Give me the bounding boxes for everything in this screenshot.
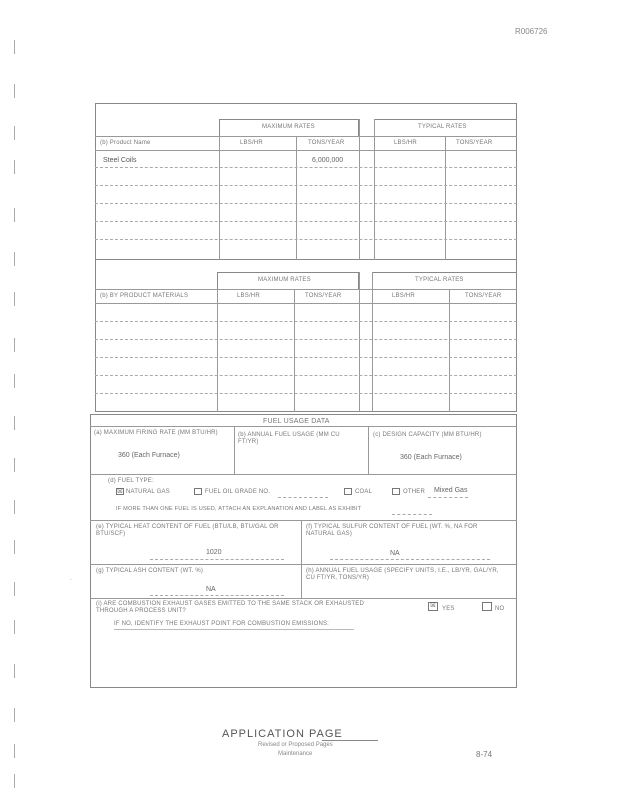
fuel-oil-label: FUEL OIL GRADE NO. bbox=[205, 489, 271, 495]
sulfur-content-value: NA bbox=[390, 550, 400, 557]
byproducts-colhead-rule bbox=[95, 303, 517, 304]
combustion-question-label: (i) ARE COMBUSTION EXHAUST GASES EMITTED TO THE SAME STACK OR EXHAUSTED THROUGH A PROCESS UNIT? bbox=[96, 601, 365, 614]
products-typ-group-label: TYPICAL RATES bbox=[418, 124, 467, 130]
fuel-row-rule-1 bbox=[90, 474, 517, 475]
products-col-max-lbs-hr: LBS/HR bbox=[240, 140, 263, 146]
byproducts-col-max-tons-yr: TONS/YEAR bbox=[305, 293, 342, 299]
max-firing-rate-label: (a) MAXIMUM FIRING RATE (MM BTU/HR) bbox=[94, 430, 218, 436]
heat-content-value: 1020 bbox=[206, 549, 222, 556]
footer-title: APPLICATION PAGE bbox=[222, 728, 343, 740]
byproducts-vline-3 bbox=[359, 272, 360, 412]
byproducts-max-group-label: MAXIMUM RATES bbox=[258, 277, 311, 283]
fuel-row-rule-2 bbox=[90, 520, 517, 521]
fuel-oil-checkbox[interactable] bbox=[194, 488, 202, 495]
max-firing-rate-value: 360 (Each Furnace) bbox=[118, 452, 180, 459]
byproducts-row-rule bbox=[95, 339, 517, 340]
products-col-typ-lbs-hr: LBS/HR bbox=[394, 140, 417, 146]
other-fuel-checkbox[interactable] bbox=[392, 488, 400, 495]
byproducts-row-rule bbox=[95, 357, 517, 358]
heat-content-line bbox=[150, 559, 284, 560]
products-row-rule bbox=[95, 203, 517, 204]
ash-content-value: NA bbox=[206, 586, 216, 593]
identify-exhaust-note: IF NO, IDENTIFY THE EXHAUST POINT FOR COMBUSTION EMISSIONS: bbox=[114, 621, 330, 627]
footer-underline bbox=[322, 740, 378, 741]
sulfur-content-label: (f) TYPICAL SULFUR CONTENT OF FUEL (WT. %, NA FOR NATURAL GAS) bbox=[306, 524, 478, 537]
no-label: NO bbox=[495, 606, 505, 612]
stray-mark: ˙ bbox=[70, 578, 73, 587]
yes-checkbox[interactable]: ☒ bbox=[428, 602, 438, 611]
natural-gas-checkbox[interactable]: ☒ bbox=[117, 489, 123, 495]
other-fuel-value: Mixed Gas bbox=[434, 487, 468, 494]
annual-fuel-usage-label: (b) ANNUAL FUEL USAGE (MM CU FT/YR) bbox=[238, 432, 340, 445]
fuel-row-rule-3 bbox=[90, 564, 517, 565]
footer-subtitle-1: Revised or Proposed Pages bbox=[258, 742, 333, 748]
fuel-row-rule-4 bbox=[90, 598, 517, 599]
design-capacity-value: 360 (Each Furnace) bbox=[400, 454, 462, 461]
fuel-type-label: (d) FUEL TYPE: bbox=[108, 478, 154, 484]
document-id: R006726 bbox=[515, 27, 548, 36]
identify-exhaust-underline bbox=[114, 629, 354, 630]
byproducts-header-rule bbox=[95, 289, 517, 290]
design-capacity-label: (c) DESIGN CAPACITY (MM BTU/HR) bbox=[373, 432, 482, 438]
product-name-cell: Steel Coils bbox=[103, 157, 137, 164]
byproducts-row-rule bbox=[95, 321, 517, 322]
byproducts-col-typ-lbs-hr: LBS/HR bbox=[392, 293, 415, 299]
coal-checkbox[interactable] bbox=[344, 488, 352, 495]
byproducts-row-rule bbox=[95, 393, 517, 394]
products-col-max-tons-yr: TONS/YEAR bbox=[308, 140, 345, 146]
other-fuel-label: OTHER bbox=[403, 489, 425, 495]
sulfur-content-line bbox=[330, 559, 490, 560]
product-max-tons-cell: 6,000,000 bbox=[312, 157, 344, 164]
annual-usage-label: (h) ANNUAL FUEL USAGE (SPECIFY UNITS, I.E., LB/YR, GAL/YR, CU FT/YR, TONS/YR) bbox=[306, 568, 499, 581]
products-colhead-rule bbox=[95, 150, 517, 151]
products-row-rule bbox=[95, 185, 517, 186]
fuel-oil-grade-line bbox=[278, 497, 328, 498]
footer-subtitle-2: Maintenance bbox=[278, 751, 313, 757]
natural-gas-label: NATURAL GAS bbox=[126, 489, 170, 495]
products-vline-1 bbox=[219, 136, 220, 260]
fuel-usage-title: FUEL USAGE DATA bbox=[263, 418, 330, 425]
ash-content-label: (g) TYPICAL ASH CONTENT (WT. %) bbox=[96, 568, 204, 574]
byproducts-typ-group-label: TYPICAL RATES bbox=[415, 277, 464, 283]
products-col-typ-tons-yr: TONS/YEAR bbox=[456, 140, 493, 146]
exhibit-line bbox=[392, 514, 432, 515]
byproducts-label: (b) BY PRODUCT MATERIALS bbox=[100, 293, 189, 299]
yes-label: YES bbox=[442, 606, 455, 612]
products-header-rule bbox=[95, 136, 517, 137]
products-max-group-label: MAXIMUM RATES bbox=[262, 124, 315, 130]
byproducts-vline-4 bbox=[372, 272, 373, 412]
fuel-vline-a bbox=[234, 427, 235, 474]
page-number: 8-74 bbox=[476, 750, 493, 759]
products-row-rule bbox=[95, 221, 517, 222]
coal-label: COAL bbox=[355, 489, 373, 495]
products-row-rule bbox=[95, 239, 517, 240]
products-vline-5 bbox=[445, 136, 446, 260]
fuel-vline-ef bbox=[301, 520, 302, 564]
more-than-one-fuel-note: IF MORE THAN ONE FUEL IS USED, ATTACH AN EXPLANATION AND LABEL AS EXHIBIT bbox=[116, 506, 362, 512]
byproducts-row-rule bbox=[95, 375, 517, 376]
byproducts-col-max-lbs-hr: LBS/HR bbox=[237, 293, 260, 299]
fuel-vline-gh bbox=[301, 564, 302, 598]
products-row-rule bbox=[95, 167, 517, 168]
fuel-vline-b bbox=[368, 427, 369, 474]
products-label: (b) Product Name bbox=[100, 140, 151, 146]
heat-content-label: (e) TYPICAL HEAT CONTENT OF FUEL (BTU/LB, BTU/GAL OR BTU/SCF) bbox=[96, 524, 279, 537]
ash-content-line bbox=[150, 595, 284, 596]
no-checkbox[interactable] bbox=[482, 602, 492, 611]
byproducts-col-typ-tons-yr: TONS/YEAR bbox=[465, 293, 502, 299]
products-vline-2 bbox=[296, 136, 297, 260]
fuel-usage-title-rule bbox=[90, 426, 517, 427]
other-fuel-line bbox=[428, 497, 468, 498]
